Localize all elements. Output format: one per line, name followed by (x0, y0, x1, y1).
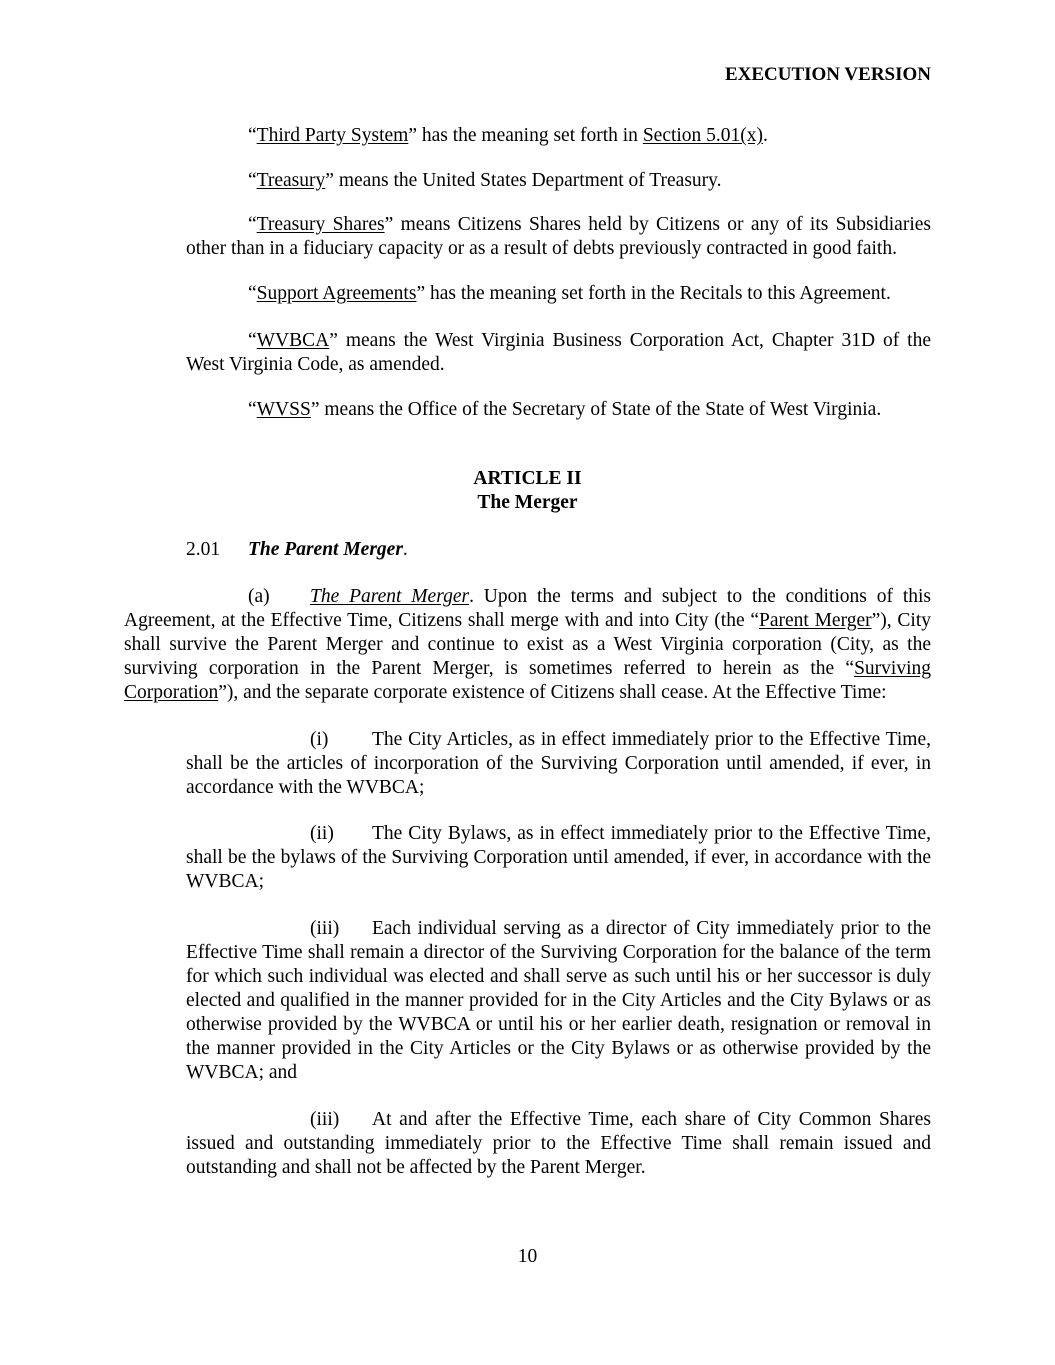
defined-term: Surviving Corporation (124, 658, 931, 703)
subparagraph-label: (i) (310, 729, 329, 750)
definition-treasury-shares: “Treasury Shares” means Citizens Shares held by Citizens or any of its Subsidiaries other than in a fiduciary capacity or as a result of debts previously contracted in good faith. (186, 214, 931, 259)
paragraph-a: (a) The Parent Merger. Upon the terms and subject to the conditions of this Agreement, at the Effective Time, Citizens shall merge with and into City (the “Parent Merger”), City shall survive the Parent Merger and continue to exist as a West Virginia corporation (City, as the surviving corporation in the Parent Merger, is sometimes referred to herein as the “Surviving Corporation”), and the separate corporate existence of Citizens shall cease. At the Effective Time: (124, 586, 932, 703)
page-number: 10 (517, 1246, 538, 1267)
article-title: The Merger (477, 492, 578, 513)
definition-treasury: “Treasury” means the United States Department of Treasury. (248, 170, 722, 191)
defined-term: WVBCA (256, 330, 330, 351)
defined-term: Parent Merger (759, 610, 872, 631)
definition-support-agreements: “Support Agreements” has the meaning set forth in the Recitals to this Agreement. (248, 283, 891, 304)
section-title: The Parent Merger (248, 539, 403, 560)
article-number: ARTICLE II (473, 468, 582, 489)
subparagraph-ii: (ii) The City Bylaws, as in effect immediately prior to the Effective Time, shall be the bylaws of the Surviving Corporation until amended, if ever, in accordance with the WVBCA; (186, 823, 931, 892)
defined-term: Third Party System (256, 125, 409, 146)
definition-wvss: “WVSS” means the Office of the Secretary of State of the State of West Virginia. (248, 399, 882, 420)
section-reference: Section 5.01(x) (642, 125, 764, 146)
execution-version-header: EXECUTION VERSION (724, 64, 931, 85)
defined-term: Support Agreements (256, 283, 417, 304)
subparagraph-i: (i) The City Articles, as in effect immediately prior to the Effective Time, shall be the articles of incorporation of the Surviving Corporation until amended, if ever, in accordance with the WVBCA; (186, 729, 931, 798)
defined-term: Treasury (256, 170, 326, 191)
defined-term: WVSS (256, 399, 311, 420)
subparagraph-iii-shares: (iii) At and after the Effective Time, each share of City Common Shares issued and outstanding immediately prior to the Effective Time shall remain issued and outstanding and shall not be affected by the Parent Merger. (186, 1109, 931, 1178)
paragraph-label: (a) (248, 586, 270, 607)
definition-wvbca: “WVBCA” means the West Virginia Business Corporation Act, Chapter 31D of the West Virginia Code, as amended. (186, 330, 931, 375)
subparagraph-iii-directors: (iii) Each individual serving as a director of City immediately prior to the Effective Time shall remain a director of the Surviving Corporation for the balance of the term for which such individual was elected and shall serve as such until his or her successor is duly elected and qualified in the manner provided for in the City Articles and the City Bylaws or as otherwise provided by the WVBCA or until his or her earlier death, resignation or removal in the manner provided in the City Articles or the City Bylaws or as otherwise provided by the WVBCA; and (186, 918, 931, 1083)
subparagraph-label: (iii) (310, 1109, 340, 1130)
definition-third-party-system: “Third Party System” has the meaning set forth in Section 5.01(x). (248, 125, 768, 146)
subparagraph-label: (ii) (310, 823, 334, 844)
subparagraph-label: (iii) (310, 918, 340, 939)
paragraph-heading: The Parent Merger (310, 586, 470, 607)
section-number: 2.01 (186, 539, 221, 560)
section-heading: 2.01 The Parent Merger. (186, 539, 408, 560)
defined-term: Treasury Shares (256, 214, 385, 235)
